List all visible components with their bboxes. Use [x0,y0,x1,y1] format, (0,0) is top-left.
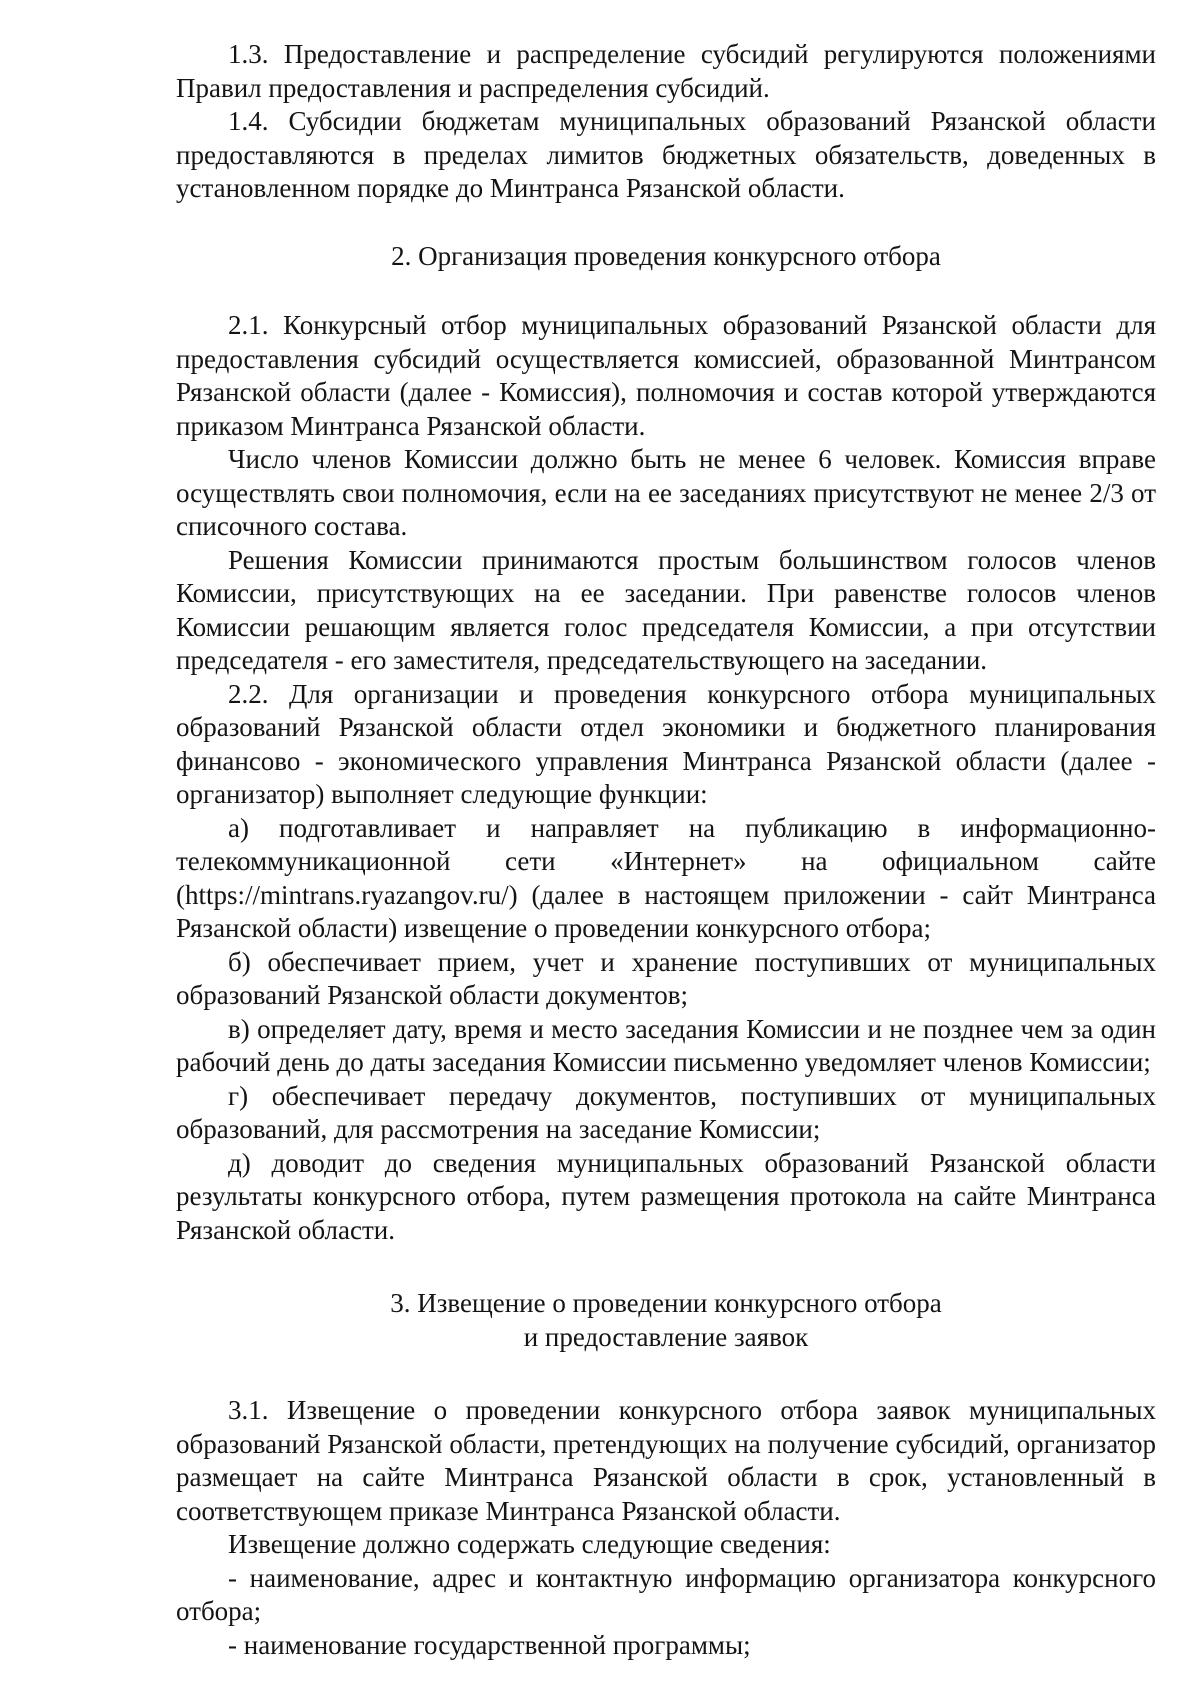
list-item-a: а) подготавливает и направляет на публикацию в информационно-телекоммуникационной сети «Интернет» на официальном сайте (https://mintrans.ryazangov.ru/) (далее в настоящем приложении - сайт Минтранса Рязанской области) извещение о проведении конкурсного отбора; [176,812,1156,943]
list-item-organizer-info: - наименование, адрес и контактную информацию организатора конкурсного отбора; [176,1562,1156,1626]
paragraph-2-2: 2.2. Для организации и проведения конкурсного отбора муниципальных образований Рязанской области отдел экономики и бюджетного планирования финансово - экономического управления Минтранса Рязанской области (далее - организатор) выполняет следующие функции: [176,678,1156,809]
paragraph-notice-contents: Извещение должно содержать следующие сведения: [228,1529,831,1559]
list-item-program-name: - наименование государственной программы; [228,1629,751,1660]
paragraph-2-1: 2.1. Конкурсный отбор муниципальных образований Рязанской области для предоставления субсидий осуществляется комиссией, образованной Минтрансом Рязанской области (далее - Комиссия), полномочия и состав которой утверждаются приказом Минтранса Рязанской области. [176,310,1156,441]
paragraph-1-3: 1.3. Предоставление и распределение субсидий регулируются положениями Правил предоставления и распределения субсидий. [176,39,1156,103]
list-item-g: г) обеспечивает передачу документов, поступивших от муниципальных образований, для рассмотрения на заседание Комиссии; [176,1080,1156,1144]
list-item-d: д) доводит до сведения муниципальных образований Рязанской области результаты конкурсного отбора, путем размещения протокола на сайте Минтранса Рязанской области. [176,1147,1156,1245]
paragraph-commission-decisions: Решения Комиссии принимаются простым большинством голосов членов Комиссии, присутствующих на ее заседании. При равенстве голосов членов Комиссии решающим является голос председателя Комиссии, а при отсутствии председателя - его заместителя, председательствующего на заседании. [176,544,1156,675]
section-2-title: 2. Организация проведения конкурсного отбора [391,240,941,271]
list-item-b: б) обеспечивает прием, учет и хранение поступивших от муниципальных образований Рязанской области документов; [176,946,1156,1010]
section-3-title-line-2: и предоставление заявок [523,1321,809,1352]
paragraph-commission-members: Число членов Комиссии должно быть не менее 6 человек. Комиссия вправе осуществлять свои полномочия, если на ее заседаниях присутствуют не менее 2/3 от списочного состава. [176,444,1156,541]
paragraph-3-1: 3.1. Извещение о проведении конкурсного отбора заявок муниципальных образований Рязанской области, претендующих на получение субсидий, организатор размещает на сайте Минтранса Рязанской области в срок, установленный в соответствующем приказе Минтранса Рязанской области. [176,1395,1156,1526]
paragraph-1-4: 1.4. Субсидии бюджетам муниципальных образований Рязанской области предоставляются в пределах лимитов бюджетных обязательств, доведенных в установленном порядке до Минтранса Рязанской области. [176,106,1156,203]
section-3-title-line-1: 3. Извещение о проведении конкурсного отбора [390,1288,942,1318]
list-item-v: в) определяет дату, время и место заседания Комиссии и не позднее чем за один рабочий день до даты заседания Комиссии письменно уведомляет членов Комиссии; [176,1013,1156,1077]
